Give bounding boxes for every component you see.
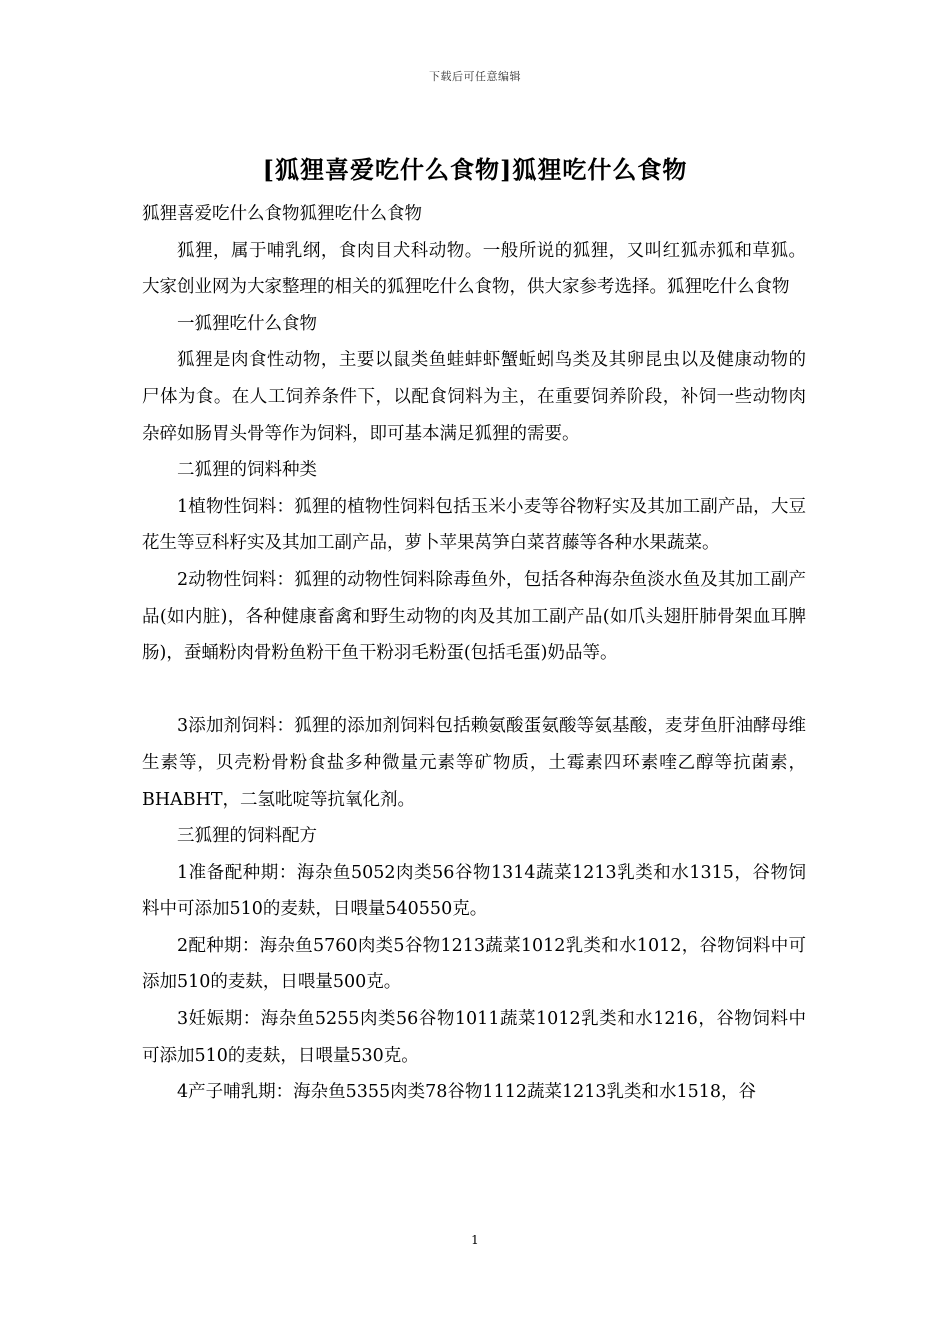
document-title: [狐狸喜爱吃什么食物]狐狸吃什么食物 (262, 155, 688, 184)
formula-paragraph-3: 3妊娠期：海杂鱼5255肉类56谷物1011蔬菜1012乳类和水1216，谷物饲料中可添加510的麦麸，日喂量530克。 (142, 1009, 806, 1066)
section-heading-1: 一狐狸吃什么食物 (177, 313, 317, 334)
formula-paragraph-4: 4产子哺乳期：海杂鱼5355肉类78谷物1112蔬菜1213乳类和水1518，谷 (177, 1082, 757, 1103)
plant-feed-paragraph: 1植物性饲料：狐狸的植物性饲料包括玉米小麦等谷物籽实及其加工副产品，大豆花生等豆科籽实及其加工副产品，萝卜苹果莴笋白菜苕藤等各种水果蔬菜。 (142, 496, 806, 554)
animal-feed-paragraph: 2动物性饲料：狐狸的动物性饲料除毒鱼外，包括各种海杂鱼淡水鱼及其加工副产品(如内脏)，各种健康畜禽和野生动物的肉及其加工副产品(如爪头翅肝肺骨架血耳脾肠)，蚕蛹粉肉骨粉鱼粉干鱼干粉羽毛粉蛋(包括毛蛋)奶品等。 (142, 569, 806, 664)
formula-paragraph-2: 2配种期：海杂鱼5760肉类5谷物1213蔬菜1012乳类和水1012，谷物饲料中可添加510的麦麸，日喂量500克。 (142, 935, 806, 993)
additive-feed-paragraph: 3添加剂饲料：狐狸的添加剂饲料包括赖氨酸蛋氨酸等氨基酸，麦芽鱼肝油酵母维生素等，贝壳粉骨粉食盐多种微量元素等矿物质，土霉素四环素喹乙醇等抗菌素，BHABHT，二氢吡啶等抗氧化剂。 (142, 716, 806, 810)
page-number: 1 (471, 1233, 479, 1247)
document-body (142, 196, 806, 1111)
subtitle-paragraph: 狐狸喜爱吃什么食物狐狸吃什么食物 (142, 204, 422, 224)
intro-paragraph: 狐狸，属于哺乳纲，食肉目犬科动物。一般所说的狐狸，又叫红狐赤狐和草狐。大家创业网为大家整理的相关的狐狸吃什么食物，供大家参考选择。狐狸吃什么食物 (142, 240, 806, 298)
diet-paragraph: 狐狸是肉食性动物，主要以鼠类鱼蛙蚌虾蟹蚯蚓鸟类及其卵昆虫以及健康动物的尸体为食。在人工饲养条件下，以配食饲料为主，在重要饲养阶段，补饲一些动物肉杂碎如肠胃头骨等作为饲料，即可基本满足狐狸的需要。 (142, 350, 806, 444)
header-note: 下载后可任意编辑 (429, 70, 521, 83)
section-heading-2: 二狐狸的饲料种类 (177, 460, 317, 481)
section-heading-3: 三狐狸的饲料配方 (177, 826, 317, 847)
formula-paragraph-1: 1准备配种期：海杂鱼5052肉类56谷物1314蔬菜1213乳类和水1315，谷物饲料中可添加510的麦麸，日喂量540550克。 (142, 862, 806, 920)
